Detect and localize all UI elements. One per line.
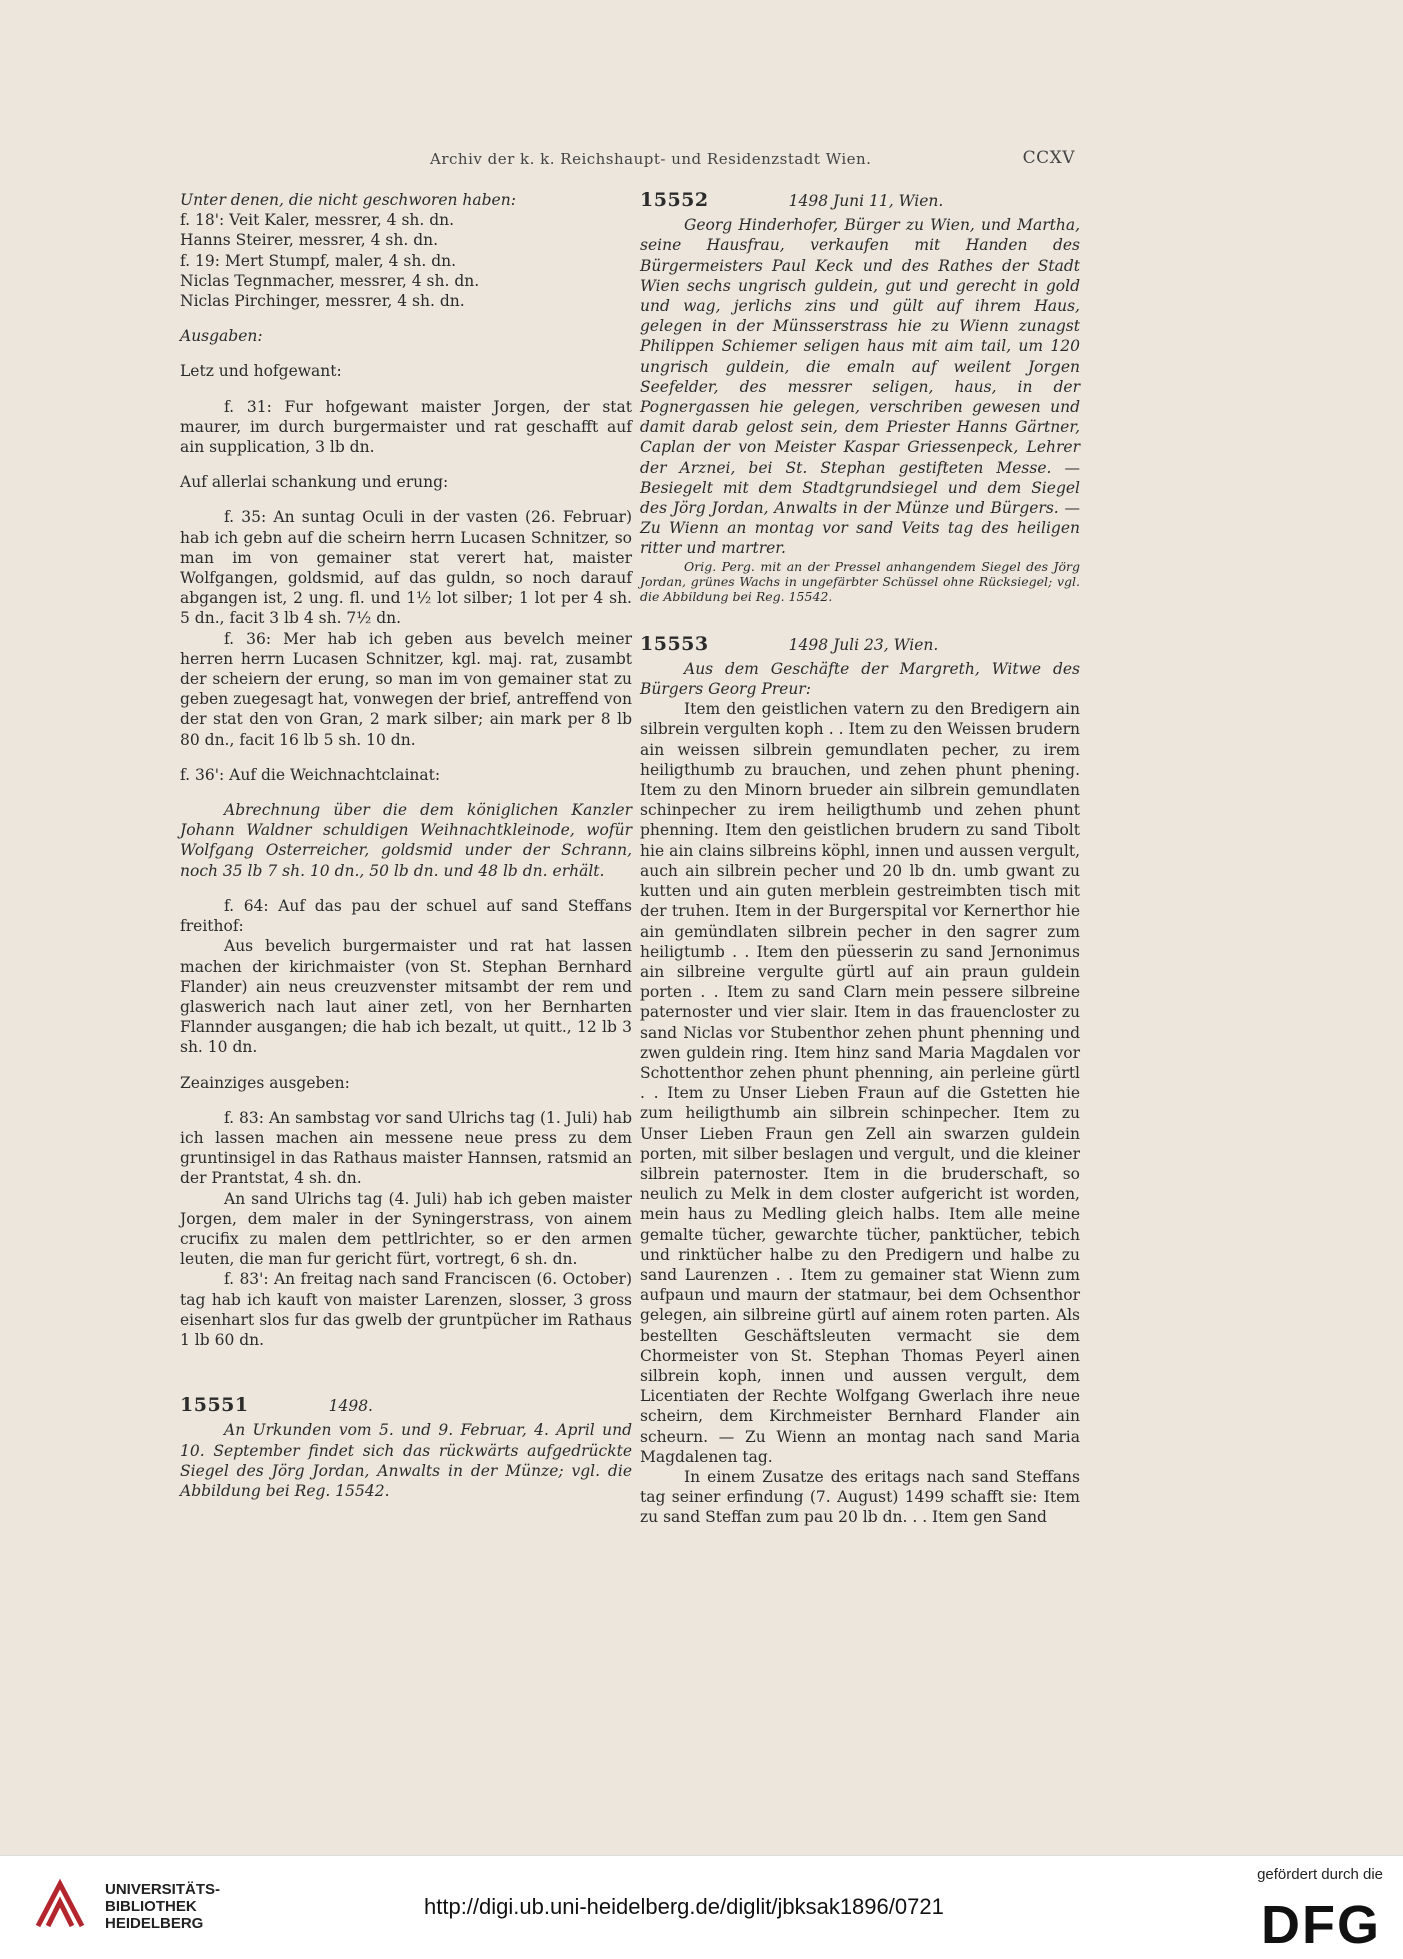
register-number: 15552 <box>640 189 709 211</box>
register-number: 15551 <box>180 1394 249 1417</box>
text-paragraph: f. 83': An freitag nach sand Franciscen (6. October) tag hab ich kauft von maister Larenzen, slosser, 3 gross eisenhart slos fur das gwelb der gruntpücher im Rathaus 1 lb 60 dn. <box>180 1270 632 1349</box>
spacer <box>180 1093 632 1108</box>
spacer <box>180 1365 632 1380</box>
spacer <box>180 1058 632 1073</box>
text-paragraph: Abrechnung über die dem königlichen Kanzler Johann Waldner schuldigen Weihnachtkleinode, wofür Wolfgang Osterreicher, goldsmid under der Schrann, noch 35 lb 7 sh. 10 dn., 50 lb dn. und 48 lb dn. erhält. <box>180 801 632 880</box>
dfg-logo: DFG <box>1261 1895 1381 1955</box>
register-date: 1498 Juli 23, Wien. <box>788 635 939 654</box>
text-paragraph: Orig. Perg. mit an der Pressel anhangendem Siegel des Jörg Jordan, grünes Wachs in ungefärbter Schüssel ohne Rücksiegel; vgl. die Abbildung bei Reg. 15542. <box>640 558 1080 604</box>
spacer <box>180 1350 632 1365</box>
spacer <box>180 457 632 472</box>
text-paragraph: Aus dem Geschäfte der Margreth, Witwe des Bürgers Georg Preur: <box>640 659 1080 699</box>
register-number: 15553 <box>640 632 709 655</box>
text-paragraph: f. 83: An sambstag vor sand Ulrichs tag (1. Juli) hab ich lassen machen ain messene neue press zu dem gruntinsigel in das Rathaus maister Hannsen, ratsmid an der Prantstat, 4 sh. dn. <box>180 1108 632 1188</box>
register-date: 1498 Juni 11, Wien. <box>788 192 944 210</box>
footer-bar <box>0 1855 1403 1959</box>
right-column <box>640 190 1080 1528</box>
spacer <box>640 604 1080 619</box>
text-paragraph: Letz und hofgewant: <box>180 362 342 381</box>
text-paragraph: f. 36': Auf die Weichnachtclainat: <box>180 765 441 784</box>
text-paragraph: Ausgaben: <box>180 327 263 346</box>
page-number: CCXV <box>1022 148 1075 168</box>
text-paragraph: In einem Zusatze des eritags nach sand Steffans tag seiner erfindung (7. August) 1499 schafft sie: Item zu sand Steffan zum pau 20 lb dn. . . Item gen Sand <box>640 1467 1080 1527</box>
text-paragraph: An sand Ulrichs tag (4. Juli) hab ich geben maister Jorgen, dem maler in der Syningerstrass, von ainem crucifix zu malen dem pettlrichter, so er den armen leuten, die man fur gericht fürt, vortregt, 6 sh. dn. <box>180 1189 632 1269</box>
text-paragraph: Aus bevelich burgermaister und rat hat lassen machen der kirichmaister (von St. Stephan Bernhard Flander) ain neus creuzvenster mitsambt der rem und glaswerich nach laut ainer zetl, von her Bernharten Flannder ausgangen; die hab ich bezalt, ut quitt., 12 lb 3 sh. 10 dn. <box>180 937 632 1057</box>
text-paragraph: f. 36: Mer hab ich geben aus bevelch meiner herren herrn Lucasen Schnitzer, kgl. maj. rat, zusambt der scheiern der erung, so man im von gemainer stat zu geben zuegesagt hat, vonwegen der brief, antreffend von der stat den von Gran, 2 mark silber; ain mark per 8 lb 80 dn., facit 16 lb 5 sh. 10 dn. <box>180 629 632 749</box>
text-paragraph: Niclas Pirchinger, messrer, 4 sh. dn. <box>180 292 465 311</box>
spacer <box>180 346 632 361</box>
text-paragraph: f. 31: Fur hofgewant maister Jorgen, der stat maurer, im durch burgermaister und rat geschafft auf ain supplication, 3 lb dn. <box>180 397 632 457</box>
spacer <box>180 311 632 326</box>
text-paragraph: Georg Hinderhofer, Bürger zu Wien, und Martha, seine Hausfrau, verkaufen mit Handen des Bürgermeisters Paul Keck und des Rathes der Stadt Wien sechs ungrisch guldein, gut und gerecht in gold und wag, jerlichs zins und gült auf ihrem Haus, gelegen in der Münsserstrass hie zu Wienn zunagst Philippen Schiemer seligen haus mit aim tail, um 120 ungrisch guldein, die emaln auf weilent Jorgen Seefelder, des messrer seligen, haus, in der Pognergassen hie gelegen, verschriben gewesen und damit darab gelost sein, dem Priester Hanns Gärtner, Caplan der von Meister Kaspar Griessenpeck, Lehrer der Arznei, bei St. Stephan gestifteten Messe. — Besiegelt mit dem Stadtgrundsiegel und dem Siegel des Jörg Jordan, Anwalts in der Münze und Bürgers. — Zu Wienn an montag vor sand Veits tag des heiligen ritter und martrer. <box>640 216 1080 558</box>
text-paragraph: An Urkunden vom 5. und 9. Februar, 4. April und 10. September findet sich das rückwärts aufgedrückte Siegel des Jörg Jordan, Anwalts in der Münze; vgl. die Abbildung bei Reg. 15542. <box>180 1421 632 1500</box>
register-heading <box>180 1395 632 1416</box>
text-paragraph: f. 64: Auf das pau der schuel auf sand Steffans freithof: <box>180 896 632 936</box>
spacer <box>640 619 1080 634</box>
text-paragraph: Zeainziges ausgeben: <box>180 1073 350 1092</box>
university-logo-icon <box>30 1876 90 1936</box>
text-paragraph: Hanns Steirer, messrer, 4 sh. dn. <box>180 231 439 250</box>
left-column <box>180 190 632 1501</box>
text-paragraph: f. 19: Mert Stumpf, maler, 4 sh. dn. <box>180 251 457 270</box>
text-paragraph: Unter denen, die nicht geschworen haben: <box>180 191 516 209</box>
text-paragraph: Item den geistlichen vatern zu den Bredigern ain silbrein vergulten koph . . Item zu den Weissen brudern ain weissen silbrein gemundlaten pecher, zu irem heiligthumb zu brauchen, und zehen phunt phening. Item zu den Minorn brueder ain silbrein gemundlaten schinpecher zu irem heiligthumb und zehen phunt phenning. Item den geistlichen brudern zu sand Tibolt hie ain clains silbreins köphl, innen und aussen vergult, auch ain silbrein pecher und 20 lb dn. umb gwant zu kutten und ain guten merblein gestreimbten tisch mit der truhen. Item in der Burgerspital vor Kernerthor hie ain gemündlaten silbrein pecher in den sagrer zum heiligtumb . . Item den püesserin zu sand Jernonimus ain silbreine vergulte gürtl auf ain praun guldein porten . . Item zu sand Clarn mein pessere silbreine paternoster und vier slair. Item in das frauencloster zu sand Niclas vor Stubenthor zehen phunt phenning und zwen guldein ring. Item hinz sand Maria Magdalen vor Schottenthor zehen phunt phenning, ain perleine gürtl . . Item zu Unser Lieben Fraun auf die Gstetten hie zum heiligthumb ain silbrein schinpecher. Item zu Unser Lieben Fraun gen Zell ain swarzen guldein porten, mit silber beslagen und vergult, und die kleiner silbrein paternoster. Item in die bruderschaft, so neulich zu Melk in dem closter aufgericht ist worden, mein haus zu Medling gleich halbs. Item alle meine gemalte tücher, gewarchte tücher, panktücher, tebich und rinktücher halbe zu den Predigern und halbe zu sand Laurenzen . . Item zu gemainer stat Wienn zum aufpaun und maurn der statmaur, bei dem Ochsenthor gelegen, ain silbreine gürtl auf ainem roten parten. Als bestellten Geschäftsleuten vermacht sie dem Chormeister von St. Stephan Thomas Peyerl ainen silbrein koph, innen und aussen vergult, dem Licentiaten der Rechte Wolfgang Gwerlach ihre neue scheirn, dem Kirchmeister Bernhard Flander ain scheurn. — Zu Wienn an montag nach sand Maria Magdalenen tag. <box>640 700 1080 1466</box>
text-paragraph: Niclas Tegnmacher, messrer, 4 sh. dn. <box>180 271 480 290</box>
text-paragraph: f. 18': Veit Kaler, messrer, 4 sh. dn. <box>180 211 455 230</box>
funded-by-label: gefördert durch die <box>1257 1866 1383 1883</box>
spacer <box>180 1380 632 1395</box>
spacer <box>180 750 632 765</box>
spacer <box>180 785 632 800</box>
permalink-url[interactable]: http://digi.ub.uni-heidelberg.de/diglit/jbksak1896/0721 <box>424 1894 944 1919</box>
register-heading <box>640 634 1080 655</box>
text-paragraph: f. 35: An suntag Oculi in der vasten (26. Februar) hab ich gebn auf die scheirn herrn Lucasen Schnitzer, so man im von gemainer stat verert hat, maister Wolfgangen, goldsmid, auf das guldn, so noch darauf abgangen ist, 2 ung. fl. und 1½ lot silber; 1 lot per 4 sh. 5 dn., facit 3 lb 4 sh. 7½ dn. <box>180 508 632 628</box>
spacer <box>180 492 632 507</box>
register-date: 1498. <box>328 1397 373 1416</box>
register-heading <box>640 190 1080 211</box>
library-name: UNIVERSITÄTS- BIBLIOTHEK HEIDELBERG <box>105 1881 221 1932</box>
text-paragraph: Auf allerlai schankung und erung: <box>180 473 449 492</box>
spacer <box>180 382 632 397</box>
running-title: Archiv der k. k. Reichshaupt- und Residenzstadt Wien. <box>430 150 872 168</box>
spacer <box>180 881 632 896</box>
